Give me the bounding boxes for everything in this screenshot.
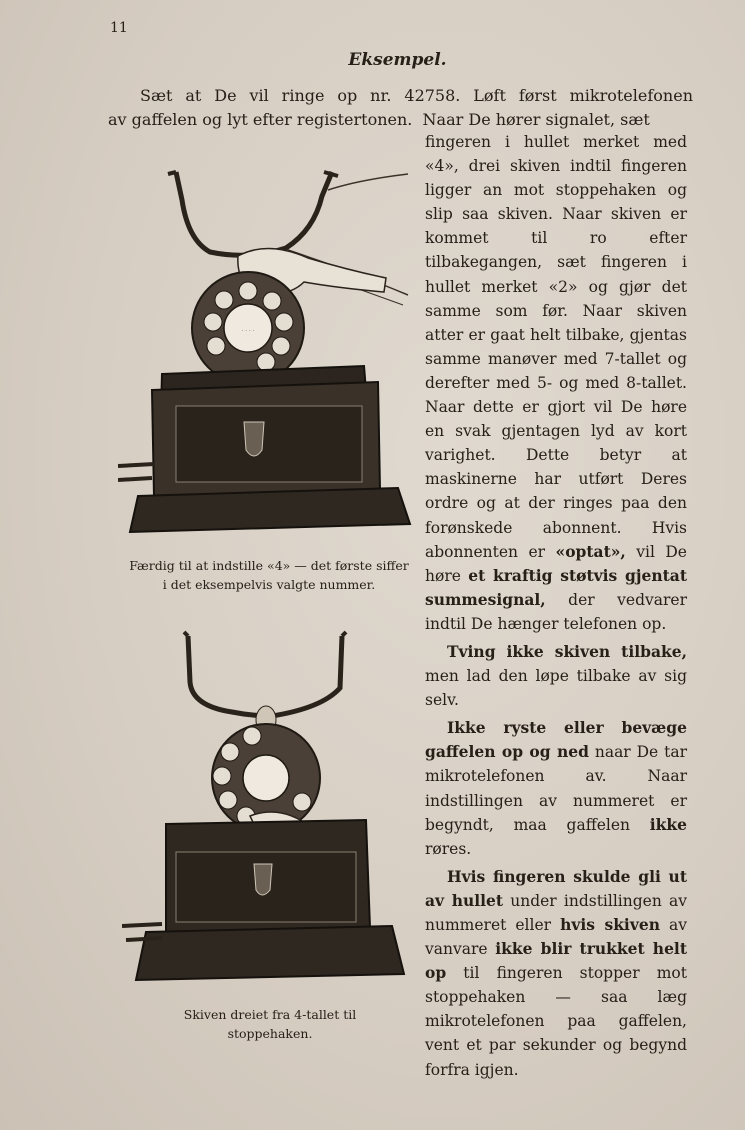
- busy-signal-term: et kraftig støtvis gjentat summesignal,: [425, 565, 687, 609]
- paragraph-no-shake: [425, 716, 687, 861]
- paragraph-no-force: [425, 640, 687, 712]
- page-number: 11: [110, 20, 128, 36]
- figure-2-caption: Skiven dreiet fra 4-tallet til stoppehaken.: [183, 1007, 357, 1041]
- paragraph-finger-slip-end: til fingeren stopper mot stoppehaken — saa læg mikrotelefonen paa gaffelen, vent et par sekunder og begynd forfra igjen.: [425, 964, 687, 1079]
- paragraph-no-shake-end: røres.: [425, 839, 472, 858]
- not-fully-pulled-emphasis: ikke blir trukket helt op: [425, 939, 687, 983]
- dial-emphasis: hvis skiven: [560, 915, 660, 934]
- paragraph-finger-slip-mid2: av vanvare: [425, 916, 687, 959]
- paragraph-no-shake-mid: naar De tar mikrotelefonen av. Naar indstillingen av nummeret er begyndt, maa gaffelen: [425, 743, 688, 834]
- paragraph-dialing-text: fingeren i hullet merket med «4», drei skiven indtil fingeren ligger an mot stoppehaken og slip saa skiven. Naar skiven er kommet til ro efter tilbakegangen, sæt fingeren i hullet merket «2» og gjør det samme som før. Naar skiven atter er gaat helt tilbake, gjentas samme manøver med 7-tallet og derefter med 5- og med 8-tallet. Naar dette er gjort vil De høre en svak gjentagen lyd av kort varighet. Dette betyr at maskinerne har utført Deres ordre og at der ringes paa den forønskede abonnent. Hvis abonnenten er: [425, 133, 687, 561]
- instruction-column: [425, 130, 687, 1082]
- telephone-figure-2: [122, 628, 412, 1006]
- telephone-figure-1: [118, 160, 418, 550]
- svg-text:· · · ·: · · · ·: [241, 328, 255, 334]
- no-shake-warning: Ikke ryste eller bevæge gaffelen op og ned: [425, 718, 687, 762]
- finger-slip-warning: Hvis fingeren skulde gli ut av hullet: [425, 866, 687, 910]
- paragraph-finger-slip: [425, 865, 687, 1082]
- paragraph-dialing-end: der vedvarer indtil De hænger telefonen op.: [425, 590, 687, 633]
- paragraph-dialing-mid: vil De høre: [425, 542, 687, 585]
- no-force-warning: Tving ikke skiven tilbake,: [447, 641, 687, 661]
- optat-term: «optat»,: [555, 541, 626, 561]
- intro-continuation: Naar De hører signalet, sæt: [422, 110, 650, 129]
- intro-line-2-text: av gaffelen og lyt efter registertonen.: [108, 110, 413, 129]
- intro-line-1: Sæt at De vil ringe op nr. 42758. Løft først mikrotelefonen: [140, 86, 693, 105]
- intro-line-2: [108, 108, 693, 132]
- figure-1-caption: Færdig til at indstille «4» — det første siffer i det eksempelvis valgte nummer.: [129, 558, 409, 592]
- paragraph-no-force-rest: men lad den løpe tilbake av sig selv.: [425, 667, 687, 710]
- section-heading: Eksempel.: [348, 50, 447, 70]
- paragraph-dialing: [425, 130, 687, 636]
- paragraph-finger-slip-mid: under indstillingen av nummeret eller: [425, 891, 687, 934]
- rotary-dial-1: [192, 272, 304, 384]
- intro-paragraph: [108, 84, 693, 132]
- ikke-emphasis: ikke: [649, 814, 687, 834]
